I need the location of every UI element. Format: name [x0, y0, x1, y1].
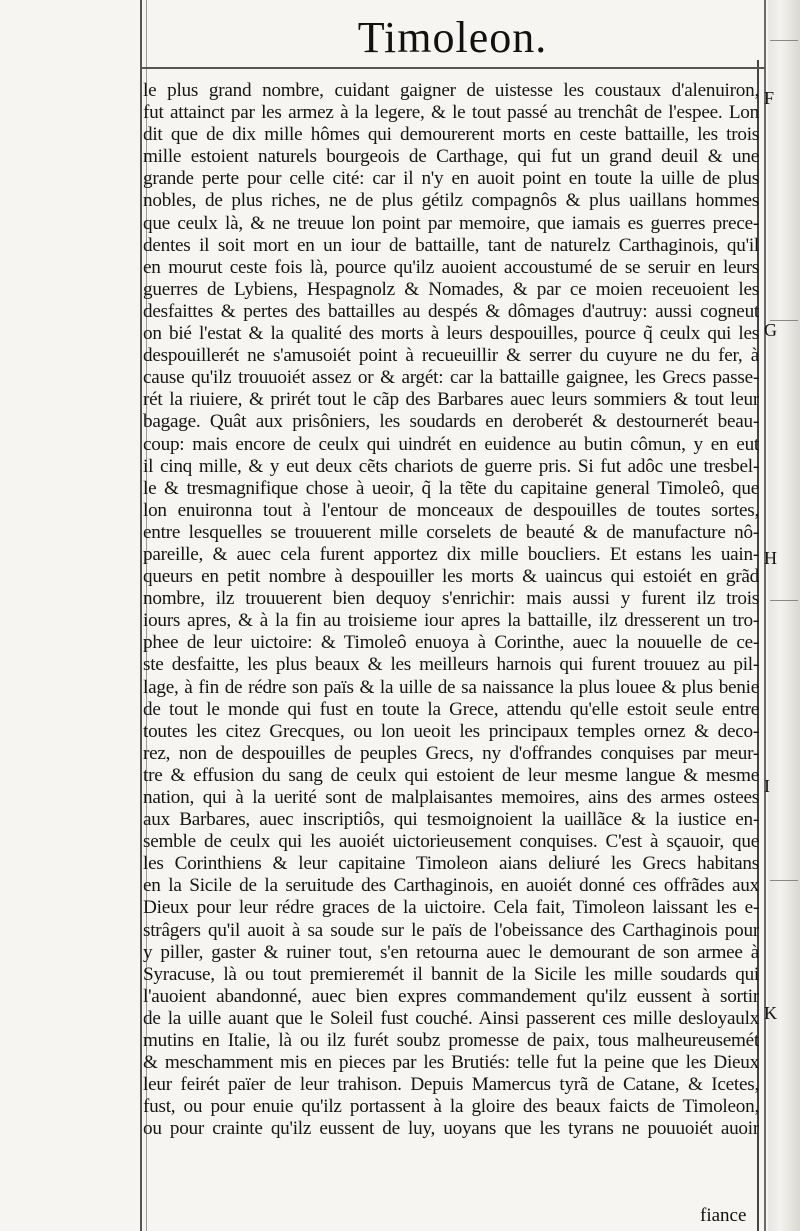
text-line: & meschamment mis en pieces par les Brutiés: telle fut la peine que les Dieux [143, 1052, 759, 1074]
text-line: y piller, gaster & ruiner tout, s'en retourna auec le demourant de son armee à [143, 941, 759, 963]
signature-mark: H [764, 548, 777, 568]
text-line: fust, ou pour enuie qu'ilz portassent à la gloire des beaux faicts de Timoleon, [143, 1096, 759, 1118]
text-line: de la uille auant que le Soleil fust couché. Ainsi passerent ces mille desloyaulx [143, 1007, 759, 1029]
page-edge [768, 0, 800, 1231]
text-line: nombre, ilz trouuerent bien dequoy s'enrichir: mais aussi y furent ilz trois [143, 588, 759, 610]
column-rule-right-outer [764, 0, 766, 1231]
text-line: iours apres, & à la fin au troisieme iour apres la battaille, ilz dresserent un tro- [143, 610, 759, 632]
text-line: mille estoient naturels bourgeois de Carthage, qui fut un grand deuil & une [143, 146, 759, 168]
text-line: grande perte pour celle cité: car il n'y en auoit point en toute la uille de plus [143, 168, 759, 190]
text-line: phee de leur uictoire: & Timoleô enuoya à Corinthe, auec la nouuelle de ce- [143, 632, 759, 654]
text-line: aux Barbares, auec inscriptiôs, qui tesmoignoient la uaillãce & la iustice en- [143, 809, 759, 831]
text-line: rez, non de despouilles de peuples Grecs, ny d'offrandes conquises par meur- [143, 742, 759, 764]
text-line: cause qu'ilz trouuoiét assez or & argét: car la battaille gaignee, les Grecs passe- [143, 367, 759, 389]
text-line: dit que de dix mille hômes qui demourerent morts en ceste battaille, les trois [143, 124, 759, 146]
text-line: on bié l'estat & la qualité des morts à leurs despouilles, pource q̃ ceulx qui les [143, 323, 759, 345]
signature-mark: F [764, 88, 775, 108]
text-line: lage, à fin de rédre son païs & la uille de sa naissance la plus louee & plus benie [143, 676, 759, 698]
text-line: nation, qui à la uerité sont de malplaisantes memoires, ains des armes ostees [143, 787, 759, 808]
text-line: fut attainct par les armez à la legere, & le tout passé au trenchât de l'espee. Lon [143, 102, 759, 124]
text-line: leur feirét païer de leur trahison. Depuis Mamercus tyrã de Catane, & Icetes, [143, 1074, 759, 1096]
text-line: desfaittes & pertes des battailles au despés & dômages d'autruy: aussi cogneut [143, 300, 759, 322]
catchword: fiance [700, 1205, 747, 1226]
text-line: coup: mais encore de ceulx qui uindrét en euidence au butin cômun, y en eut [143, 433, 759, 455]
text-line: le & tresmagnifique chose à ueoir, q̃ la tẽte du capitaine general Timoleô, que [143, 477, 759, 499]
text-line: toutes les citez Grecques, ou lon ueoit les principaux temples ornez & deco- [143, 720, 759, 742]
edge-mark [770, 600, 798, 601]
text-line: de tout le monde qui fust en toute la Grece, attendu qu'elle estoit seule entre [143, 698, 759, 720]
text-line: bagage. Quât aux prisôniers, les soudards en deroberét & destournerét beau- [143, 411, 759, 433]
column-rule-left [140, 0, 142, 1231]
text-line: en mourut ceste fois là, pource qu'ilz auoient accoustumé de se seruir en leurs [143, 256, 759, 278]
text-line: despouillerét ne s'amusoiét point à recueuillir & serrer du cuyure ne du fer, à [143, 345, 759, 367]
signature-mark: K [764, 1003, 777, 1023]
text-line: les Corinthiens & leur capitaine Timoleon aians deliuré les Grecs habitans [143, 853, 759, 875]
text-line: il cinq mille, & y eut deux cẽts chariots de guerre pris. Si fut adôc une tresbel- [143, 455, 759, 477]
text-line: ste desfaitte, les plus beaux & les meilleurs harnois qui furent trouuez au pil- [143, 654, 759, 676]
text-line: Syracuse, là ou tout premieremét il bannit de la Sicile les mille soudards qui [143, 963, 759, 985]
text-line: pareille, & auec cela furent apportez dix mille boucliers. Et estans les uain- [143, 543, 759, 565]
text-line: dentes il soit mort en un iour de battaille, tant de naturelz Carthaginois, qu'il [143, 234, 759, 256]
text-line: strâgers qu'il auoit à sa soude sur le païs de l'obeissance des Carthaginois pour [143, 919, 759, 941]
signature-mark: G [764, 320, 777, 340]
text-line: tre & effusion du sang de ceulx qui estoient de leur mesme langue & mesme [143, 764, 759, 786]
text-line: mutins en Italie, là ou ilz furét soubz promesse de paix, tous malheureusemét [143, 1030, 759, 1052]
edge-mark [770, 40, 798, 41]
signature-mark: I [764, 776, 770, 796]
text-line: rét la riuiere, & prirét tout le cãp des Barbares auec leurs sommiers & tout leur [143, 389, 759, 411]
running-head: Timoleon. [357, 13, 548, 62]
text-line: le plus grand nombre, cuidant gaigner de uistesse les coustaux d'alenuiron, [143, 80, 759, 101]
text-line: entre lesquelles se trouuerent mille corselets de beauté & de manufacture nô- [143, 521, 759, 543]
header-rule [140, 67, 765, 69]
text-line: queurs en petit nombre à despouiller les morts & uaincus qui estoiét en grãd [143, 566, 759, 588]
text-line: en la Sicile de la seruitude des Carthaginois, en auoiét donné ces offrãdes aux [143, 875, 759, 897]
text-line: semble de ceulx qui les auoiét uictorieusement conquises. C'est à sçauoir, que [143, 831, 759, 853]
text-line: ou pour crainte qu'ilz eussent de luy, uoyans que les tyrans ne pouuoiét auoir [143, 1118, 759, 1140]
text-line: que ceulx là, & ne treuue lon point par memoire, que iamais es guerres prece- [143, 212, 759, 234]
text-line: guerres de Lybiens, Hespagnolz & Nomades, & par ce moien receuoient les [143, 278, 759, 300]
text-line: nobles, de plus riches, ne de plus gétilz compagnôs & plus uaillans hommes [143, 190, 759, 212]
text-line: lon enuironna tout à l'entour de monceaux de despouilles de toutes sortes, [143, 499, 759, 521]
body-text [143, 80, 759, 1141]
text-line: l'auoient abandonné, auec bien expres commandement qu'ilz eussent à sortir [143, 985, 759, 1007]
text-line: Dieux pour leur rédre graces de la uictoire. Cela fait, Timoleon laissant les e- [143, 897, 759, 919]
edge-mark [770, 880, 798, 881]
